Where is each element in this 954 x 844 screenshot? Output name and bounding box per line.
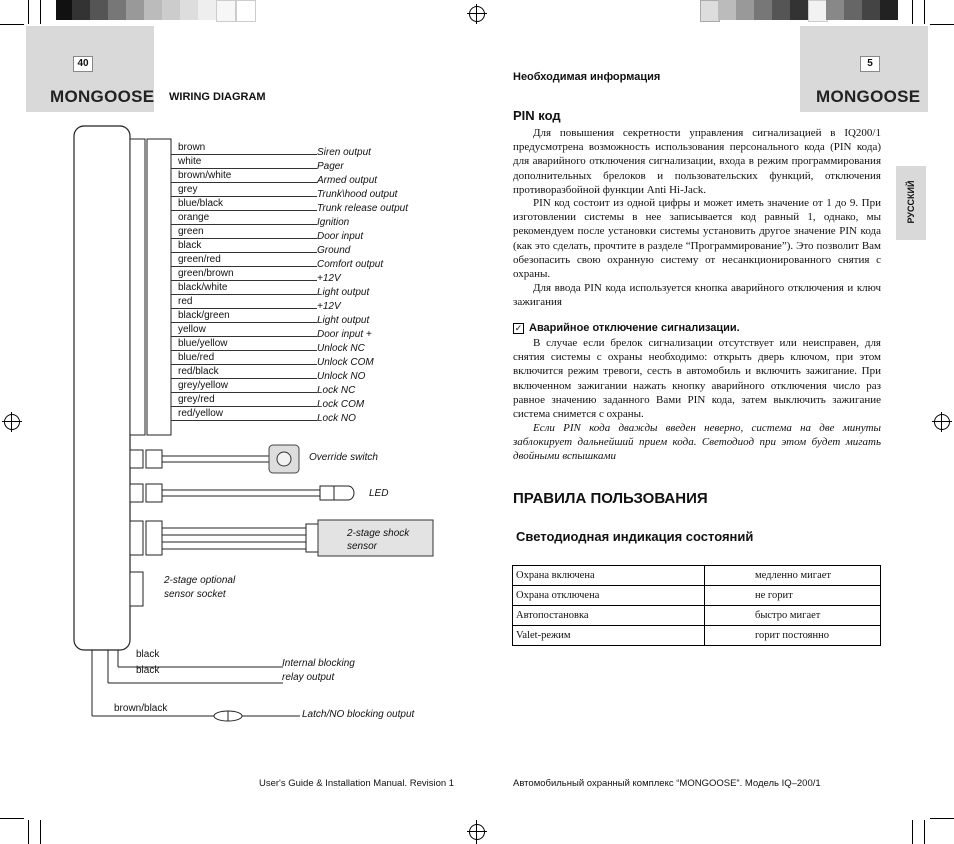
pin-title: PIN код xyxy=(513,108,561,123)
latch-wire-label: brown/black xyxy=(114,703,168,714)
wire-line xyxy=(171,252,317,253)
latch-output-label: Latch/NO blocking output xyxy=(302,709,415,720)
wire-line xyxy=(171,280,317,281)
emergency-note: Если PIN кода дважды введен неверно, система на две минуты заблокирует дальнейший прием кода. Светодиод при этом будет мигать двойными вспышками xyxy=(513,422,881,463)
wiring-diagram-title: WIRING DIAGRAM xyxy=(169,91,266,103)
optional-socket-label-1: 2-stage optional xyxy=(164,575,236,586)
wire-function-label: Trunk release output xyxy=(317,203,408,214)
state-cell: Охрана включена xyxy=(513,566,705,586)
language-tab-label: РУССКИЙ xyxy=(906,180,916,224)
wire-color-label: yellow xyxy=(178,324,206,335)
led-states-table xyxy=(512,565,881,646)
wire-color-label: black/green xyxy=(178,310,230,321)
optional-socket-label-2: sensor socket xyxy=(164,589,226,600)
wire-line xyxy=(171,378,317,379)
footer-right: Автомобильный охранный комплекс “MONGOOSE”. Модель IQ–200/1 xyxy=(513,778,821,789)
shock-sensor-connector xyxy=(130,521,143,555)
wire-color-label: black/white xyxy=(178,282,228,293)
pin-paragraph-3: Для ввода PIN кода используется кнопка аварийного отключения и ключ зажигания xyxy=(513,282,881,309)
wire-line xyxy=(171,406,317,407)
wire-color-label: green xyxy=(178,226,204,237)
wire-line xyxy=(171,420,317,421)
emergency-paragraph: В случае если брелок сигнализации отсутствует или неисправен, для снятия системы с охраны необходимо: открыть дверь ключом, при этом включится режим тревоги, сесть в автомобиль и включить зажигание. При включенном зажигании нажать кнопку аварийного отключения число раз равное значению заданного Вами PIN кода, затем выключить зажигание система снимется с охраны. xyxy=(513,337,881,421)
state-cell: Автопостановка xyxy=(513,606,705,626)
wire-line xyxy=(171,308,317,309)
wire-function-label: Unlock NO xyxy=(317,371,366,382)
wire-color-label: blue/yellow xyxy=(178,338,228,349)
wire-function-label: +12V xyxy=(317,301,341,312)
wire-function-label: Siren output xyxy=(317,147,371,158)
wire-function-label: Door input + xyxy=(317,329,372,340)
led-behavior-cell: горит постоянно xyxy=(705,626,881,646)
pin-paragraph-2: PIN код состоит из одной цифры и может иметь значение от 1 до 9. При изготовлении системы в нее записывается код равный 1, однако, мы рекомендуем после установки системы установить другое значение PIN кода (как это сделать, прочтите в разделе “Программирование”). Это позволит Вам обезопасить свою охранную систему от несанкционированного снятия с охраны. xyxy=(513,197,881,281)
alarm-unit xyxy=(74,126,130,650)
wire-function-label: Trunk\hood output xyxy=(317,189,398,200)
wire-function-label: +12V xyxy=(317,273,341,284)
wire-function-label: Door input xyxy=(317,231,364,242)
led-behavior-cell: не горит xyxy=(705,586,881,606)
main-connector-right xyxy=(147,139,171,435)
wire-line xyxy=(171,350,317,351)
wire-line xyxy=(171,294,317,295)
wire-color-label: red/black xyxy=(178,366,219,377)
override-switch-button xyxy=(277,452,291,466)
wire-line xyxy=(171,196,317,197)
led-behavior-cell: быстро мигает xyxy=(705,606,881,626)
wire-line xyxy=(171,224,317,225)
section-header: Необходимая информация xyxy=(513,71,661,83)
registration-mark xyxy=(934,414,950,430)
table-row xyxy=(513,566,881,586)
wire-color-label: red/yellow xyxy=(178,408,224,419)
override-connector xyxy=(130,450,143,468)
page-number-left: 40 xyxy=(73,56,93,72)
wire-function-label: Lock NO xyxy=(317,413,356,424)
wire-line xyxy=(171,392,317,393)
wire-function-label: Armed output xyxy=(317,175,378,186)
wire-function-label: Lock NC xyxy=(317,385,356,396)
state-cell: Valet-режим xyxy=(513,626,705,646)
wire-color-label: orange xyxy=(178,212,210,223)
wire-function-label: Unlock NC xyxy=(317,343,365,354)
usage-title: ПРАВИЛА ПОЛЬЗОВАНИЯ xyxy=(513,490,708,507)
internal-blocking-label-1: Internal blocking xyxy=(282,658,355,669)
table-row xyxy=(513,586,881,606)
wire-line xyxy=(171,182,317,183)
internal-blocking-label-2: relay output xyxy=(282,672,335,683)
wire-color-label: green/red xyxy=(178,254,221,265)
wire-line xyxy=(171,168,317,169)
wire-line xyxy=(171,154,317,155)
mongoose-logo-right: MONGOOSE xyxy=(816,87,921,106)
wire-color-label: green/brown xyxy=(178,268,234,279)
blocking-wire-label-2: black xyxy=(136,665,160,676)
wire-line xyxy=(171,336,317,337)
mongoose-logo-left: MONGOOSE xyxy=(50,87,155,106)
wire-line xyxy=(171,238,317,239)
led-behavior-cell: медленно мигает xyxy=(705,566,881,586)
blocking-wire-label-1: black xyxy=(136,649,160,660)
wire-color-label: blue/black xyxy=(178,198,224,209)
wire-function-label: Comfort output xyxy=(317,259,384,270)
optional-sensor-socket xyxy=(130,572,143,606)
wire-color-label: black xyxy=(178,240,202,251)
wire-function-label: Pager xyxy=(317,161,344,172)
wire-line xyxy=(171,364,317,365)
table-row xyxy=(513,606,881,626)
led-connector xyxy=(130,484,143,502)
wire-line xyxy=(171,322,317,323)
wire-function-label: Ignition xyxy=(317,217,350,228)
main-connector-left xyxy=(130,139,145,435)
led-label: LED xyxy=(369,488,389,499)
led-states-title: Светодиодная индикация состояний xyxy=(516,529,754,544)
wire-function-label: Light output xyxy=(317,287,370,298)
wire-color-label: white xyxy=(178,156,202,167)
checkbox-icon: ✓ xyxy=(514,323,523,333)
page-number-right: 5 xyxy=(860,56,880,72)
wire-line xyxy=(171,210,317,211)
wire-function-label: Ground xyxy=(317,245,351,256)
wire-color-label: brown/white xyxy=(178,170,232,181)
wire-color-label: grey xyxy=(178,184,198,195)
led-bulb xyxy=(334,486,354,500)
wire-color-label: brown xyxy=(178,142,206,153)
wire-function-label: Unlock COM xyxy=(317,357,374,368)
wire-color-label: blue/red xyxy=(178,352,215,363)
state-cell: Охрана отключена xyxy=(513,586,705,606)
wire-line xyxy=(171,266,317,267)
footer-left: User's Guide & Installation Manual. Revision 1 xyxy=(259,778,455,789)
wire-color-label: red xyxy=(178,296,193,307)
table-row xyxy=(513,626,881,646)
shock-sensor-label: 2-stage shock sensor xyxy=(347,528,410,552)
wire-color-label: grey/yellow xyxy=(178,380,229,391)
pin-paragraph-1: Для повышения секретности управления сигнализацией в IQ200/1 предусмотрена возможность использования персонального кода (PIN кода) для аварийного отключения сигнализации, входа в режим программирования дополнительных брелоков и пользовательских функций, отключения противоразбойной функции Anti Hi-Jack. xyxy=(513,127,881,196)
wire-color-label: grey/red xyxy=(178,394,215,405)
wire-function-label: Light output xyxy=(317,315,370,326)
wire-function-label: Lock COM xyxy=(317,399,365,410)
override-switch-label: Override switch xyxy=(309,452,378,463)
emergency-title: Аварийное отключение сигнализации. xyxy=(529,322,740,334)
